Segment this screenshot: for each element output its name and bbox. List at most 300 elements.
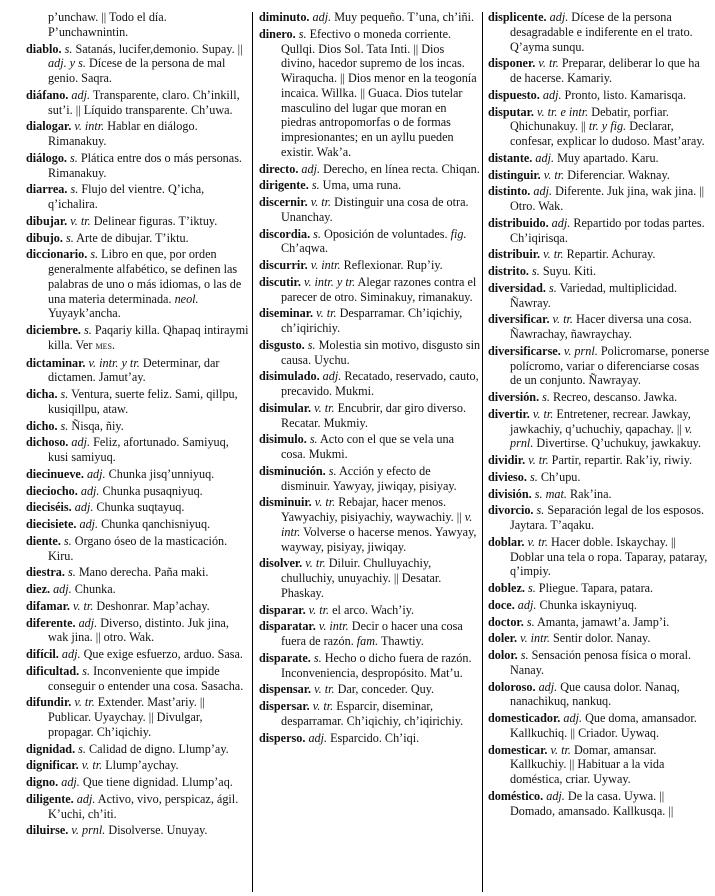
entry-definition: Chunka qanchisniyuq. [101,517,211,531]
entry-definition: Que causa dolor. Nanaq, nanachikuq, nankuq. [510,679,680,709]
entry-headword: dignidad. [26,741,76,756]
dictionary-entry [26,151,250,181]
column-divider [252,12,253,892]
entry-headword: dieciséis. [26,500,72,515]
entry-definition: Delinear figuras. T’iktuy. [93,213,218,228]
entry-headword: disparar. [259,602,306,617]
entry-definition: Volverse o hacerse menos. Yawyay, wayway, pisiyay, jiwiqay. [281,524,477,554]
entry-grammar: adj. [53,582,72,596]
entry-headword: disminución. [259,463,326,478]
entry-definition: Oposición de voluntades. [324,226,448,241]
entry-grammar: s. [298,26,307,41]
entry-headword: difundir. [26,695,72,710]
dictionary-entry [259,338,481,368]
entry-definition: Chunka. [74,582,116,596]
dictionary-entry [259,699,481,729]
entry-grammar: v. intr. y tr. [303,274,356,289]
entry-cross-reference: mes [95,339,112,352]
entry-definition: Ch’aqwa. [281,241,329,256]
entry-headword: dieciocho. [26,483,78,498]
entry-grammar: v. intr. [520,631,550,646]
entry-definition: Entretener, recrear. Jawkay, jawkachiy, q’uchuchiy, qapachay. || [510,406,691,436]
dictionary-entry [259,464,481,494]
entry-headword: dispuesto. [488,87,540,102]
dictionary-entry [259,619,481,649]
dictionary-entry [26,247,250,321]
entry-headword: diez. [26,582,51,596]
entry-headword: diversificar. [488,312,550,327]
entry-definition: Deshonrar. Map’achay. [96,598,210,613]
dictionary-entry [259,258,481,273]
entry-definition: Yuyayk’ancha. [48,306,121,321]
dictionary-entry [488,151,710,166]
entry-headword: disimular. [259,400,312,415]
entry-definition: Feliz, afortunado. Samiyuq, kusi samiyuq. [48,435,229,464]
entry-headword: dichoso. [26,435,69,450]
entry-definition: Sensación penosa física o moral. Nanay. [510,648,692,677]
entry-punctuation: . [111,337,115,352]
entry-definition: Determinar, dar dictamen. Jamut’ay. [48,355,220,385]
entry-definition: Suyu. Kiti. [542,264,597,278]
entry-grammar: s. [64,41,73,56]
entry-definition: Ñisqa, ñiy. [71,418,124,433]
entry-grammar: s. [67,565,76,580]
entry-headword: divieso. [488,469,527,484]
entry-headword: dicha. [26,387,58,401]
entry-definition: Plática entre dos o más personas. Rimanakuy. [48,150,242,180]
entry-headword: distinto. [488,184,531,199]
entry-definition: Repartido por todas partes. Ch’iqirisqa. [510,215,705,245]
entry-definition: Organo óseo de la masticación. Kiru. [48,533,228,563]
entry-grammar: v. tr. [81,758,103,773]
entry-grammar: v. tr. e intr. [537,104,589,119]
entry-grammar: s. [63,533,72,548]
dictionary-entry [488,598,710,613]
entry-definition: Muy apartado. Karu. [557,150,659,165]
entry-grammar: v. tr. [543,247,564,262]
dictionary-entry [259,195,481,225]
dictionary-entry [26,823,250,838]
entry-headword: diferente. [26,615,76,630]
entry-definition: Dícese de la persona de mal genio. Saqra. [48,56,226,85]
entry-headword: diestra. [26,565,65,580]
entry-headword: diáfano. [26,87,69,102]
entry-grammar: adj. [517,597,537,612]
entry-grammar: s. [529,469,538,484]
entry-grammar: adj. [71,87,91,102]
entry-headword: dirigente. [259,178,309,193]
entry-grammar: v. tr. [314,495,336,510]
entry-grammar: v. tr. [72,598,94,613]
entry-definition: Que exige esfuerzo, arduo. Sasa. [83,647,243,661]
entry-headword: dividir. [488,453,526,467]
entry-definition: Esparcir, diseminar, desparramar. Ch’iqichiy, ch’iqirichiy. [281,699,464,728]
entry-definition: Hecho o dicho fuera de razón. Inconveniencia, despropósito. Mat’u. [281,650,472,680]
entry-headword: diente. [26,533,61,548]
dictionary-entry [259,731,481,746]
dictionary-entry [488,344,710,388]
entry-definition: Disolverse. Unuyay. [108,823,208,838]
entry-grammar: v. intr. y tr. [88,355,140,370]
dictionary-entry [488,312,710,342]
entry-definition: Amanta, jamawt’a. Jamp’i. [537,614,670,629]
entry-definition: Diferenciar. Waknay. [567,167,670,182]
entry-headword: dictaminar. [26,355,86,370]
dictionary-entry [488,631,710,646]
dictionary-entry [259,495,481,554]
entry-definition: Extender. Mast’ariy. || Publicar. Uyaychay. || Divulgar, propagar. Ch’iqichiy. [48,695,205,739]
entry-headword: digno. [26,775,59,789]
entry-definition: Paqariy killa. Qhapaq intiraymi killa. Ver [48,323,249,352]
entry-grammar: adj. [301,161,321,176]
dictionary-entry [26,599,250,614]
entry-headword: doler. [488,631,518,646]
entry-grammar: adj. [74,500,94,515]
dictionary-entry [488,247,710,262]
entry-grammar: neol. [174,291,199,306]
entry-definition: Inconveniente que impide conseguir o entender una cosa. Sasacha. [48,663,244,693]
entry-grammar: fam. [356,634,379,648]
dictionary-entry [26,664,250,694]
entry-headword: doblar. [488,534,525,549]
entry-headword: discordia. [259,226,311,241]
entry-grammar: v. tr. [314,682,335,697]
dictionary-entry [26,419,250,434]
entry-grammar: v. tr. [70,213,91,228]
dictionary-entry [259,651,481,681]
entry-headword: dispersar. [259,699,310,713]
dictionary-entry [26,742,250,757]
entry-grammar: v. intr. [281,510,473,539]
entry-definition: Transparente, claro. Ch’inkill, sut’i. || Líquido transparente. Ch’uwa. [48,87,240,117]
entry-headword: dignificar. [26,758,79,773]
dictionary-entry [26,435,250,465]
entry-grammar: s. [90,247,99,262]
entry-definition: Partir, repartir. Rak’iy, riwiy. [551,453,693,467]
entry-definition: Ch’upu. [540,469,581,484]
entry-definition: el arco. Wach’iy. [332,602,415,617]
dictionary-entry [26,356,250,386]
dictionary-entry [26,695,250,739]
entry-grammar: v. tr. [314,400,335,415]
entry-grammar: s. [548,280,557,295]
entry-headword: difícil. [26,647,59,661]
entry-headword: distribuir. [488,247,541,262]
entry-grammar: s. [70,150,78,165]
entry-grammar: s. [313,226,321,241]
dictionary-entry [488,184,710,214]
entry-definition: Satanás, lucifer,demonio. Supay. || [75,41,243,56]
entry-definition: Flujo del vientre. Q’icha, q’ichalira. [48,182,205,211]
entry-definition: Decir o hacer una cosa fuera de razón. [281,619,463,648]
dictionary-entry [488,105,710,149]
entry-headword: doloroso. [488,679,536,694]
entry-definition: Debatir, porfiar. Qhichunakuy. || [510,104,669,134]
entry-grammar: s. [309,432,318,447]
dictionary-entry [488,390,710,405]
entry-definition: Esparcido. Ch’iqi. [330,730,420,745]
entry-headword: diablo. [26,41,62,56]
entry-headword: disparate. [259,650,311,665]
entry-grammar: adj. [61,647,81,661]
entry-grammar: adj. [312,10,332,24]
entry-headword: distribuido. [488,215,549,230]
entry-grammar: s. [60,387,69,401]
dictionary-entry [26,484,250,499]
dictionary-entry [259,162,481,177]
dictionary-entry [26,214,250,229]
entry-grammar: s. [307,337,316,352]
entry-definition: Alegar razones contra el parecer de otro. Siminakuy, rimanakuy. [281,274,477,304]
entry-definition: Mano derecha. Paña maki. [78,565,209,580]
entry-definition: Hacer doble. Iskaychay. || Doblar una tela o ropa. Taparay, pataray, q’impiy. [510,534,708,579]
entry-definition: Recatado, reservado, cauto, precavido. Mukmi. [281,369,479,398]
entry-headword: discurrir. [259,258,308,272]
dictionary-entry [259,682,481,697]
entry-grammar: adj. [533,184,553,199]
dictionary-entry [488,503,710,533]
entry-grammar: s. [82,663,91,678]
dictionary-entry [488,711,710,741]
entry-grammar: adj. [549,10,569,24]
entry-definition: Diverso, distinto. Juk jina, wak jina. || otro. Wak. [48,615,229,645]
entry-definition: Diluir. Chulluyachiy, chulluchiy, unuyachiy. || Desatar. Phaskay. [281,556,442,600]
entry-definition: Separación legal de los esposos. Jaytara. T’aqaku. [510,503,705,532]
entry-grammar: v. prnl. [71,823,106,838]
dictionary-entry [26,467,250,482]
dictionary-entry [259,369,481,399]
entry-headword: dificultad. [26,663,80,678]
entry-definition: Calidad de digno. Llump’ay. [89,741,229,756]
entry-headword: división. [488,486,532,501]
dictionary-entry [26,119,250,149]
dictionary-entry [488,581,710,596]
entry-headword: dinero. [259,26,296,41]
entry-definition: Libro en que, por orden generalmente alfabético, se definen las palabras de uno o más idiomas, o las de una materia determinada. [48,247,242,306]
entry-headword: doce. [488,597,515,612]
entry-headword: diecisiete. [26,517,77,531]
entry-definition: Declarar, confesar, explicar lo dudoso. Mast’aray. [510,119,705,148]
entry-definition: Chunka pusaqniyuq. [102,483,203,498]
entry-headword: domesticar. [488,742,548,757]
dictionary-entry [259,556,481,600]
dictionary-entry [259,227,481,257]
dictionary-entry [26,88,250,118]
entry-grammar: v. tr. [538,56,559,71]
entry-grammar: v. tr. [552,312,573,327]
entry-grammar: s. [527,581,536,595]
entry-grammar: s. [84,323,92,337]
entry-definition: Desparramar. Ch’iqichiy, ch’iqirichiy. [281,306,463,335]
entry-headword: diálogo. [26,150,67,165]
entry-headword: distrito. [488,264,529,278]
entry-grammar: s. [542,390,550,404]
entry-headword: disimulo. [259,432,307,447]
entry-definition: Preparar, deliberar lo que ha de hacerse. Kamariy. [510,56,700,85]
entry-definition: Efectivo o moneda corriente. Qullqi. Dios Sol. Tata Inti. || Dios divino, hacedor supremo de los incas. Wiraqucha. || Dios menor en la teogonía incaica. Willka. || Guaca. Dios tutelar masculino del lugar que moran en piedras antropomorfas o de formas impresionantes; en un ayllu pueden existir. Wak’a. [281,26,477,159]
entry-headword: divorcio. [488,503,534,518]
entry-definition: Domar, amansar. Kallkuchiy. || Habituar a la vida doméstica, criar. Uyway. [510,742,665,786]
entry-grammar: s. [78,741,86,756]
entry-grammar: adj. [86,466,106,481]
entry-headword: disputar. [488,104,534,119]
dictionary-entry [488,470,710,485]
entry-grammar: s. mat. [534,486,567,501]
dictionary-entry [488,264,710,279]
entry-grammar: v. tr. [74,695,95,710]
entry-headword: disponer. [488,56,536,71]
dictionary-entry [488,487,710,502]
entry-grammar: v. tr. [543,167,565,182]
entry-headword: disparatar. [259,619,316,634]
entry-grammar: v. tr. [532,406,554,421]
entry-definition: Dar, conceder. Quy. [337,682,435,697]
entry-grammar: adj. [71,435,91,450]
entry-definition: Acto con el que se vela una cosa. Mukmi. [281,432,454,461]
dictionary-entry [26,323,250,354]
entry-grammar: v. prnl. [510,421,693,451]
dictionary-entry [488,281,710,311]
entry-definition: Rak’ina. [569,486,612,501]
dictionary-entry [488,56,710,86]
dictionary-entry [26,10,250,40]
entry-definition: Chunka iskayniyuq. [539,597,637,612]
dictionary-entry [488,453,710,468]
entry-headword: diccionario. [26,247,88,262]
entry-grammar: s. [313,650,322,665]
entry-grammar: s. [70,182,79,197]
dictionary-entry [488,216,710,246]
dictionary-entry [26,42,250,86]
entry-grammar: v. tr. [550,742,571,757]
entry-grammar: s. [520,648,529,662]
entry-definition: Uma, uma runa. [322,178,402,193]
column-divider [482,12,483,892]
entry-definition: Divertirse. Q’uchukuy, jawkakuy. [536,436,702,451]
entry-grammar: s. [536,503,545,518]
dictionary-entry [26,775,250,790]
dictionary-entry [488,407,710,451]
dictionary-entry [26,565,250,580]
entry-grammar: v. tr. [312,699,334,713]
entry-grammar: adj. [80,483,100,498]
entry-definition: Pronto, listo. Kamarisqa. [564,87,687,102]
entry-headword: disperso. [259,730,306,745]
entry-definition: Repartir. Achuray. [566,247,656,262]
entry-grammar: tr. y fig. [588,119,627,134]
entry-grammar: adj. [78,615,98,630]
entry-grammar: s. [532,264,540,278]
entry-definition: Muy pequeño. T’una, ch’iñi. [334,10,475,24]
entry-headword: dolor. [488,648,518,662]
entry-headword: diversidad. [488,280,546,295]
entry-definition: Dícese de la persona desagradable e indiferente en el trato. Q’ayma sunqu. [510,10,693,54]
entry-grammar: adj. [308,730,328,745]
dictionary-column-2 [259,10,481,747]
dictionary-entry [26,792,250,822]
entry-definition: De la casa. Uywa. || Domado, amansado. Kallkusqa. || [510,788,674,818]
entry-definition: Acción y efecto de disminuir. Yawyay, jiwiqay, pisiyay. [281,463,457,493]
entry-definition: Molestia sin motivo, disgusto sin causa. Uychu. [281,337,481,367]
entry-grammar: adj. [538,679,558,694]
entry-definition: Chunka suqtayuq. [96,500,185,515]
entry-grammar: s. [65,230,74,245]
dictionary-entry [26,517,250,532]
entry-headword: discernir. [259,195,308,209]
dictionary-entry [259,27,481,160]
dictionary-entry [26,534,250,564]
entry-grammar: v. intr. [74,119,105,134]
entry-grammar: v. intr. [318,619,349,634]
entry-grammar: adj. y s. [48,56,86,71]
entry-grammar: v. tr. [305,556,326,571]
entry-definition: Que tiene dignidad. Llump’aq. [82,775,233,789]
dictionary-entry [259,432,481,462]
entry-definition: Distinguir una cosa de otra. Unanchay. [281,195,469,224]
entry-definition: Que doma, amansador. Kallkuchiq. || Criador. Uywaq. [510,711,697,740]
entry-headword: distinguir. [488,167,541,182]
entry-headword: diluirse. [26,823,69,838]
entry-headword: dibujar. [26,213,68,228]
entry-grammar: adj. [79,517,99,531]
dictionary-entry [488,743,710,787]
entry-definition: Ventura, suerte feliz. Sami, qillpu, kusiqillpu, ataw. [48,387,238,416]
entry-definition: Arte de dibujar. T’iktu. [76,230,189,245]
entry-grammar: s. [526,614,535,629]
entry-definition: Hacer diversa una cosa. Ñawrachay, ñawraychay. [510,312,692,341]
dictionary-entry [259,275,481,305]
entry-headword: difamar. [26,598,70,613]
entry-headword: diversión. [488,390,540,404]
entry-headword: domesticador. [488,711,561,725]
dictionary-entry [259,306,481,336]
entry-headword: doblez. [488,581,525,595]
entry-grammar: v. tr. [308,602,330,617]
dictionary-entry [488,789,710,819]
entry-headword: discutir. [259,274,301,289]
entry-headword: divertir. [488,406,530,421]
entry-headword: diarrea. [26,182,68,197]
entry-headword: dispensar. [259,682,312,697]
entry-grammar: adj. [551,215,571,230]
dictionary-entry [26,500,250,515]
entry-grammar: fig. [450,226,467,241]
entry-headword: doméstico. [488,788,544,803]
entry-grammar: v. tr. [310,195,332,209]
entry-grammar: adj. [322,369,342,384]
entry-definition: Encubrir, dar giro diverso. Recatar. Mukmiy. [281,400,467,430]
entry-headword: diminuto. [259,10,310,24]
dictionary-entry [488,648,710,678]
entry-headword: directo. [259,161,299,176]
dictionary-entry [26,387,250,417]
entry-headword: dibujo. [26,230,63,245]
entry-grammar: adj. [546,788,565,803]
entry-headword: diseminar. [259,306,314,321]
entry-grammar: adj. [61,775,80,789]
entry-grammar: adj. [535,150,555,165]
entry-grammar: adj. [563,711,583,725]
dictionary-column-3 [488,10,710,820]
entry-headword: dialogar. [26,119,72,134]
entry-headword: diversificarse. [488,343,561,358]
dictionary-entry [26,758,250,773]
dictionary-entry [26,616,250,646]
entry-definition: Thawtiy. [380,634,424,648]
entry-grammar: s. [60,418,69,433]
entry-headword: dicho. [26,418,58,433]
entry-headword: disgusto. [259,337,305,352]
